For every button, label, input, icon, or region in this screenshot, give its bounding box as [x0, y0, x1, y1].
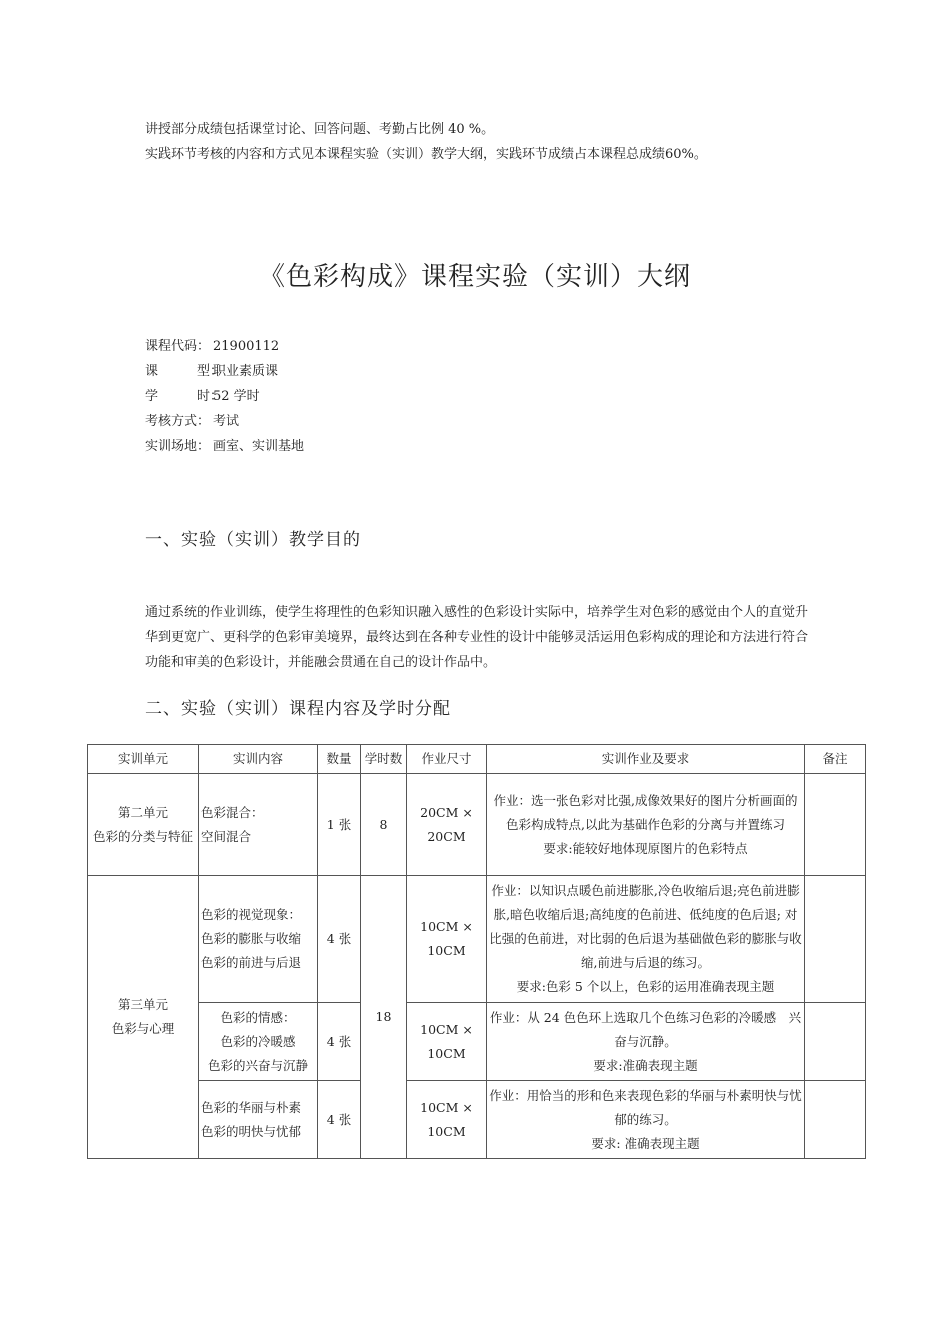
- header-cell: 作业尺寸: [407, 745, 487, 774]
- info-value: 考试: [213, 414, 240, 429]
- info-value: 职业素质课: [213, 364, 279, 379]
- info-value: 21900112: [213, 339, 280, 354]
- info-value: 画室、实训基地: [213, 439, 305, 454]
- task-text: 作业：从 24 色色环上选取几个色练习色彩的冷暖感 兴奋与沉静。: [489, 1009, 802, 1049]
- size-cell: 20CM × 20CM: [407, 774, 487, 876]
- info-label: 实训场地：: [145, 439, 211, 454]
- note-cell: [805, 1003, 866, 1081]
- content-cell: 色彩的华丽与朴素 色彩的明快与忧郁: [199, 1081, 318, 1159]
- hours-cell: 8: [361, 774, 407, 876]
- section1-body: 通过系统的作业训练，使学生将理性的色彩知识融入感性的色彩设计实际中，培养学生对色彩的感觉由个人的直觉升华到更宽广、更科学的色彩审美境界，最终达到在各种专业性的设计中能够灵活运用色彩构成的理论和方法进行符合功能和审美的色彩设计，并能融会贯通在自己的设计作品中。: [145, 605, 809, 670]
- note-cell: [805, 1081, 866, 1159]
- content-cell: 色彩的情感： 色彩的冷暖感 色彩的兴奋与沉静: [199, 1003, 318, 1081]
- info-course-code: [145, 337, 279, 357]
- requirement-text: 要求:色彩 5 个以上，色彩的运用准确表现主题: [516, 979, 775, 994]
- requirement-text: 要求: 准确表现主题: [591, 1135, 700, 1151]
- info-location: [145, 437, 304, 457]
- requirement-text: 要求:准确表现主题: [593, 1057, 698, 1073]
- content-cell: 色彩的视觉现象： 色彩的膨胀与收缩 色彩的前进与后退: [199, 876, 318, 1003]
- info-label: 课 型：: [145, 364, 224, 379]
- note-cell: [805, 876, 866, 1003]
- task-cell: [487, 1003, 805, 1081]
- task-cell: [487, 774, 805, 876]
- table-row: [88, 876, 866, 1003]
- task-text: 作业：以知识点暖色前进膨胀,冷色收缩后退;亮色前进膨胀,暗色收缩后退;高纯度的色前进、低纯度的色后退; 对比强的色前进，对比弱的色后退为基础做色彩的膨胀与收缩,前进与后退的练习。: [489, 883, 802, 970]
- header-cell: 实训作业及要求: [487, 745, 805, 774]
- table-header-row: [88, 745, 866, 774]
- header-cell: 实训单元: [88, 745, 199, 774]
- requirement-text: 要求:能较好地体现原图片的色彩特点: [543, 840, 748, 856]
- note-cell: [805, 774, 866, 876]
- header-cell: 数量: [318, 745, 361, 774]
- intro-line-1: 讲授部分成绩包括课堂讨论、回答问题、考勤占比例 40 %。: [145, 122, 495, 137]
- size-cell: 10CM × 10CM: [407, 1003, 487, 1081]
- info-hours: [145, 387, 260, 407]
- task-text: 作业：选一张色彩对比强,成像效果好的图片分析画面的色彩构成特点,以此为基础作色彩的分离与并置练习: [493, 792, 798, 832]
- unit-cell: 第三单元 色彩与心理: [88, 876, 199, 1159]
- qty-cell: 4 张: [318, 876, 361, 1003]
- info-label: 考核方式：: [145, 414, 211, 429]
- header-cell: 备注: [805, 745, 866, 774]
- page-title: 《色彩构成》课程实验（实训）大纲: [258, 262, 691, 292]
- intro-line-2: 实践环节考核的内容和方式见本课程实验（实训）教学大纲，实践环节成绩占本课程总成绩60%。: [145, 147, 707, 162]
- info-value: 52 学时: [213, 389, 260, 404]
- task-cell: [487, 1081, 805, 1159]
- size-cell: 10CM × 10CM: [407, 876, 487, 1003]
- header-cell: 学时数: [361, 745, 407, 774]
- unit-cell: 第二单元 色彩的分类与特征: [88, 774, 199, 876]
- table-row: [88, 774, 866, 876]
- info-course-type: [145, 362, 278, 382]
- task-text: 作业：用恰当的形和色来表现色彩的华丽与朴素明快与忧郁的练习。: [489, 1087, 802, 1127]
- info-label: 学 时：: [145, 389, 224, 404]
- header-cell: 实训内容: [199, 745, 318, 774]
- qty-cell: 1 张: [318, 774, 361, 876]
- size-cell: 10CM × 10CM: [407, 1081, 487, 1159]
- info-label: 课程代码：: [145, 339, 211, 354]
- section1-heading: 一、实验（实训）教学目的: [145, 530, 361, 550]
- curriculum-table: [87, 744, 866, 1159]
- task-cell: [487, 876, 805, 1003]
- qty-cell: 4 张: [318, 1081, 361, 1159]
- table-row: [88, 1003, 866, 1081]
- info-exam-method: [145, 412, 239, 432]
- hours-cell: 18: [361, 876, 407, 1159]
- content-cell: 色彩混合： 空间混合: [199, 774, 318, 876]
- qty-cell: 4 张: [318, 1003, 361, 1081]
- table-row: [88, 1081, 866, 1159]
- section2-heading: 二、实验（实训）课程内容及学时分配: [145, 699, 451, 719]
